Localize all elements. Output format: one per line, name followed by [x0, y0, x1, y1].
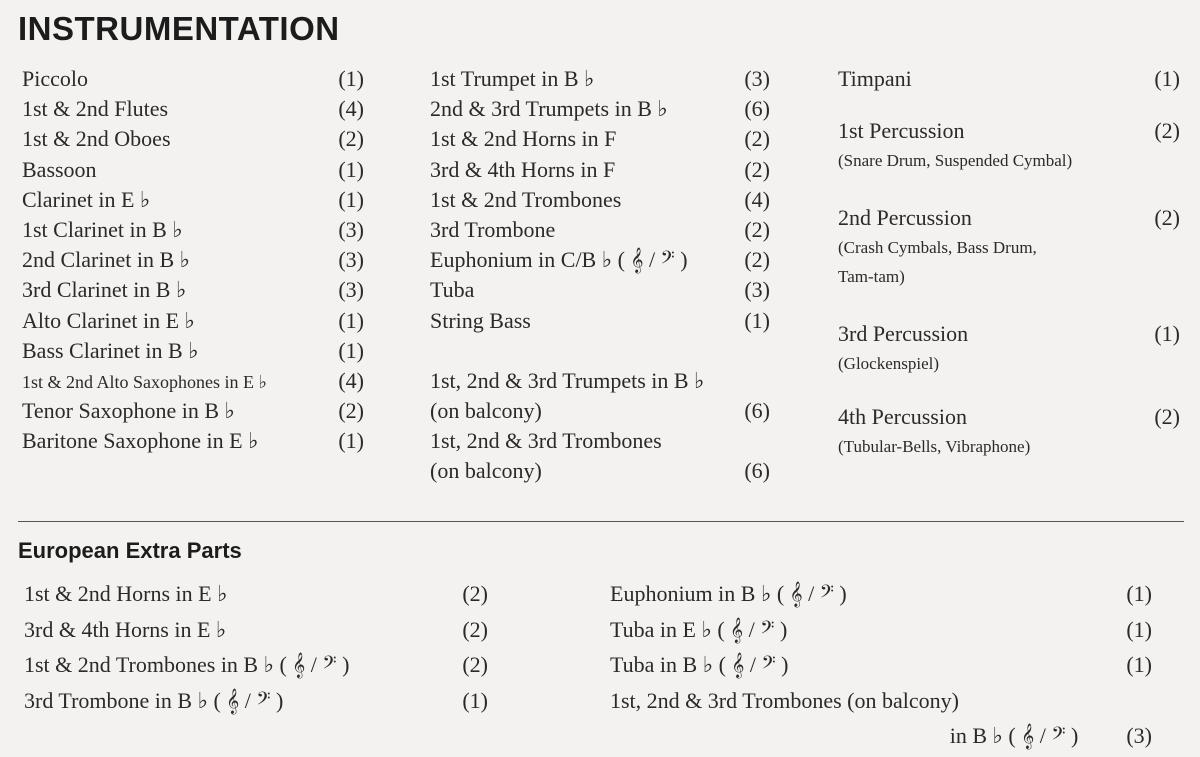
instrument-name: Alto Clarinet in E ♭: [22, 307, 195, 333]
instrument-name: 3rd & 4th Horns in F: [430, 156, 616, 182]
instrument-row: [430, 245, 770, 275]
instrument-name: 1st & 2nd Trombones in B ♭ ( 𝄞 / 𝄢 ): [24, 652, 350, 677]
instrument-name: Bass Clarinet in B ♭: [22, 337, 199, 363]
instrument-name: 1st & 2nd Flutes: [22, 96, 169, 122]
instrument-name: 1st Trumpet in B ♭: [430, 66, 595, 91]
instrument-name: 3rd & 4th Horns in E ♭: [24, 616, 227, 642]
instrument-row: [22, 215, 364, 245]
percussion-group: [838, 402, 1180, 461]
instrument-name: 3rd Trombone in B ♭ ( 𝄞 / 𝄢 ): [24, 687, 284, 713]
extra-parts-column-left: [24, 576, 488, 718]
woodwinds-column: [22, 64, 364, 456]
instrument-name: 1st & 2nd Horns in F: [430, 126, 617, 152]
instrument-name: Piccolo: [22, 66, 88, 91]
instrument-row: [838, 116, 1180, 146]
instrument-row: [24, 576, 488, 612]
instrument-row: [610, 576, 1152, 612]
instrument-row: [22, 396, 364, 426]
instrument-row: [22, 366, 364, 396]
part-count: (6): [744, 96, 770, 122]
part-count: (6): [744, 458, 770, 484]
percussion-column: [838, 64, 1180, 475]
instrument-row: [610, 612, 1152, 648]
part-count: (2): [338, 398, 364, 424]
part-count: (1): [1126, 581, 1152, 606]
instrument-name: 4th Percussion: [838, 404, 967, 430]
instrument-row: [22, 306, 364, 336]
instrument-name: Timpani: [838, 66, 912, 91]
instrument-row: [430, 155, 770, 185]
part-count: (2): [744, 126, 770, 152]
instrument-row: [430, 275, 770, 305]
instrument-name: 1st & 2nd Alto Saxophones in E ♭: [22, 371, 267, 392]
percussion-detail: (Snare Drum, Suspended Cymbal): [838, 151, 1073, 171]
instrument-row: [430, 64, 770, 94]
instrument-name: Tuba: [430, 277, 475, 303]
balcony-row: [430, 396, 770, 426]
percussion-detail: (Tubular-Bells, Vibraphone): [838, 437, 1031, 457]
part-count: (1): [338, 156, 364, 182]
instrument-name: 1st & 2nd Oboes: [22, 126, 171, 152]
part-count: (2): [462, 616, 488, 642]
instrument-row: [430, 185, 770, 215]
part-count: (1): [1126, 652, 1152, 677]
instrument-row: [22, 336, 364, 366]
percussion-group: [838, 203, 1180, 291]
instrument-row: [22, 94, 364, 124]
page-title: INSTRUMENTATION: [18, 10, 340, 47]
part-count: (2): [1154, 118, 1180, 144]
balcony-note: (on balcony): [430, 458, 542, 484]
part-count: (1): [462, 687, 488, 713]
instrument-name: 1st & 2nd Horns in E ♭: [24, 581, 228, 606]
instrument-row: [24, 647, 488, 683]
part-count: (4): [744, 186, 770, 212]
part-count: (4): [338, 367, 364, 393]
instrument-name: Bassoon: [22, 156, 97, 182]
part-count: (3): [338, 216, 364, 242]
percussion-detail: (Glockenspiel): [838, 354, 940, 374]
part-count: (1): [1154, 321, 1180, 347]
instrument-name: Tuba in E ♭ ( 𝄞 / 𝄢 ): [610, 616, 788, 642]
instrument-row: [22, 155, 364, 185]
instrument-name: Clarinet in E ♭: [22, 186, 151, 212]
instrument-name: Tuba in B ♭ ( 𝄞 / 𝄢 ): [610, 652, 789, 677]
part-count: (1): [338, 428, 364, 454]
section-title: European Extra Parts: [18, 538, 242, 563]
balcony-note: (on balcony): [430, 398, 542, 424]
part-count: (3): [338, 277, 364, 303]
instrument-row: [838, 402, 1180, 432]
part-count: (4): [338, 96, 364, 122]
instrument-row: [430, 124, 770, 154]
instrument-row: [838, 64, 1180, 94]
part-count: (1): [338, 307, 364, 333]
part-count: (3): [338, 247, 364, 273]
part-count: (2): [462, 652, 488, 677]
instrument-row: [610, 718, 1152, 754]
instrument-name: Euphonium in B ♭ ( 𝄞 / 𝄢 ): [610, 581, 847, 606]
instrument-row: [610, 683, 1152, 719]
balcony-row: [430, 426, 770, 456]
part-count: (3): [744, 66, 770, 91]
part-count: (1): [338, 337, 364, 363]
instrument-name: 3rd Trombone: [430, 216, 556, 242]
instrument-name: 1st Clarinet in B ♭: [22, 216, 183, 242]
instrument-row: [838, 319, 1180, 349]
instrument-name: 1st, 2nd & 3rd Trombones (on balcony): [610, 687, 959, 713]
instrument-name: Euphonium in C/B ♭ ( 𝄞 / 𝄢 ): [430, 247, 688, 273]
instrument-name: 1st, 2nd & 3rd Trumpets in B ♭: [430, 367, 705, 393]
instrument-name: 2nd Clarinet in B ♭: [22, 247, 191, 273]
instrument-name: Baritone Saxophone in E ♭: [22, 428, 259, 454]
part-count: (3): [744, 277, 770, 303]
instrument-name: 3rd Clarinet in B ♭: [22, 277, 187, 303]
instrument-row: [430, 94, 770, 124]
instrument-row: [22, 185, 364, 215]
instrument-row: [838, 203, 1180, 233]
part-count: (3): [1126, 723, 1152, 748]
instrument-name: 2nd & 3rd Trumpets in B ♭: [430, 96, 668, 122]
instrument-row: [430, 215, 770, 245]
part-count: (2): [338, 126, 364, 152]
instrument-row: [22, 64, 364, 94]
part-count: (2): [1154, 404, 1180, 430]
spacer: [430, 336, 770, 366]
balcony-row: [430, 366, 770, 396]
percussion-group: [838, 319, 1180, 378]
part-count: (1): [1154, 66, 1180, 91]
part-count: (1): [338, 66, 364, 91]
instrument-row: [22, 275, 364, 305]
instrument-name: in B ♭ ( 𝄞 / 𝄢 ): [949, 723, 1079, 748]
part-count: (1): [1126, 616, 1152, 642]
part-count: (2): [744, 216, 770, 242]
instrument-row: [430, 306, 770, 336]
part-count: (1): [744, 307, 770, 333]
part-count: (2): [744, 247, 770, 273]
instrument-name: 1st Percussion: [838, 118, 965, 144]
instrument-row: [22, 245, 364, 275]
instrument-name: String Bass: [430, 307, 531, 333]
percussion-group: [838, 116, 1180, 175]
part-count: (2): [744, 156, 770, 182]
instrument-row: [24, 612, 488, 648]
part-count: (1): [338, 186, 364, 212]
instrument-name: Tenor Saxophone in B ♭: [22, 398, 235, 424]
percussion-detail: Tam-tam): [838, 267, 905, 287]
instrument-name: 1st & 2nd Trombones: [430, 186, 622, 212]
balcony-row: [430, 456, 770, 486]
extra-parts-column-right: [610, 576, 1152, 754]
part-count: (6): [744, 398, 770, 424]
percussion-detail: (Crash Cymbals, Bass Drum,: [838, 238, 1037, 258]
instrument-name: 3rd Percussion: [838, 321, 969, 347]
instrument-name: 1st, 2nd & 3rd Trombones: [430, 428, 662, 454]
instrument-row: [610, 647, 1152, 683]
part-count: (2): [1154, 205, 1180, 231]
part-count: (2): [462, 581, 488, 606]
instrument-row: [24, 683, 488, 719]
brass-column: [430, 64, 770, 487]
instrument-row: [22, 124, 364, 154]
instrument-row: [22, 426, 364, 456]
section-divider: [18, 521, 1184, 522]
instrument-name: 2nd Percussion: [838, 205, 972, 231]
